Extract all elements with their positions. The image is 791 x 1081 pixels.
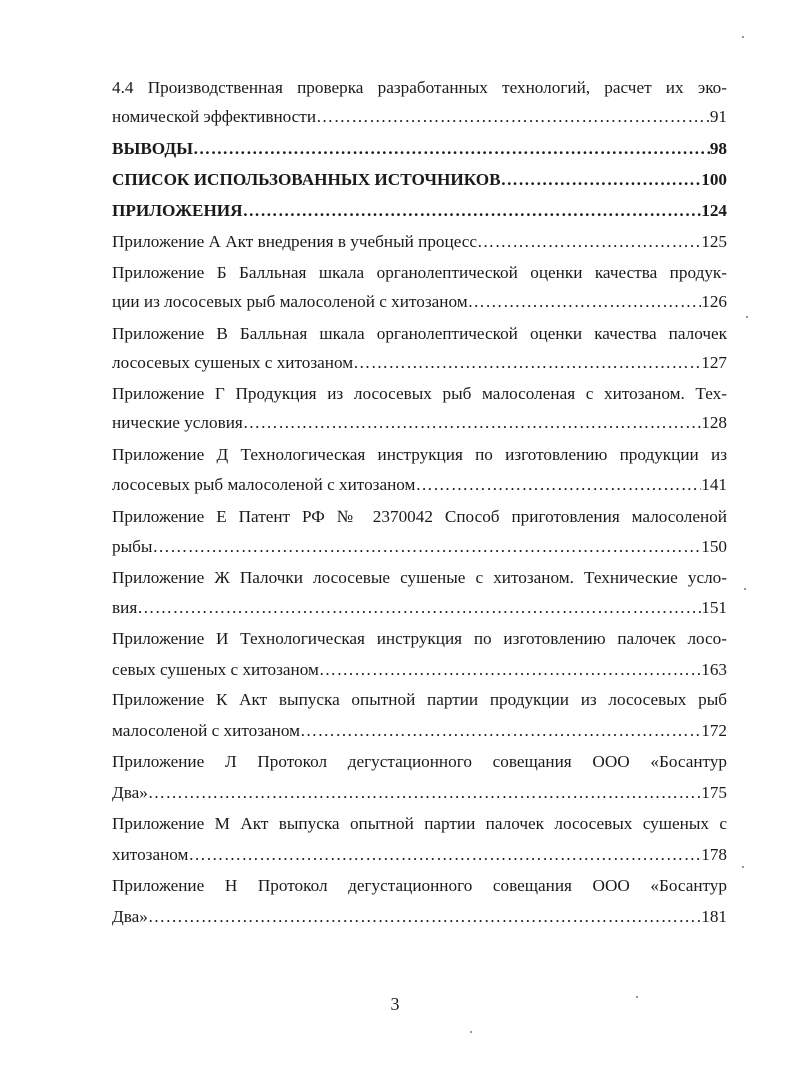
- toc-entry-text: вия: [112, 598, 138, 617]
- toc-entry-appendix-e-line1: Приложение Е Патент РФ № 2370042 Способ приготовления малосоленой: [112, 507, 727, 526]
- toc-page-number: 127: [701, 353, 727, 372]
- dot-leader: [319, 658, 701, 682]
- scan-speck: [746, 316, 748, 318]
- toc-page-number: 91: [709, 107, 727, 126]
- scan-speck: [470, 1031, 472, 1033]
- toc-page-number: 141: [701, 475, 727, 494]
- dot-leader: [193, 137, 710, 161]
- dot-leader: [148, 905, 701, 929]
- toc-entry-appendix-k-line1: Приложение К Акт выпуска опытной партии продукции из лососевых рыб: [112, 690, 727, 709]
- dot-leader: [300, 719, 701, 743]
- toc-page-number: 100: [701, 170, 727, 189]
- toc-entry-appendix-m: [112, 843, 727, 867]
- toc-entry-prilozheniya: [112, 199, 727, 223]
- dot-leader: [152, 535, 701, 559]
- toc-entry-text: Приложение А Акт внедрения в учебный процесс: [112, 232, 478, 251]
- dot-leader: [468, 290, 702, 314]
- toc-entry-text: севых сушеных с хитозаном: [112, 660, 319, 679]
- scan-speck: [744, 588, 746, 590]
- dot-leader: [188, 843, 701, 867]
- scan-speck: [742, 36, 744, 38]
- toc-page-number: 124: [701, 201, 727, 220]
- toc-heading: ВЫВОДЫ: [112, 139, 194, 158]
- toc-entry-appendix-v: [112, 351, 727, 375]
- toc-entry-text: хитозаном: [112, 845, 189, 864]
- scan-speck: [636, 996, 638, 998]
- toc-entry-text: ции из лососевых рыб малосоленой с хитозаном: [112, 292, 468, 311]
- toc-entry-appendix-b: [112, 290, 727, 314]
- toc-entry-vyvody: [112, 137, 727, 161]
- toc-page-number: 178: [701, 845, 727, 864]
- scan-speck: [742, 866, 744, 868]
- toc-entry-text: нические условия: [112, 413, 243, 432]
- toc-entry-appendix-a: [112, 230, 727, 254]
- toc-page-number: 181: [701, 907, 727, 926]
- toc-entry-text: малосоленой с хитозаном: [112, 721, 300, 740]
- toc-entry-appendix-e: [112, 535, 727, 559]
- dot-leader: [415, 473, 701, 497]
- toc-entry-appendix-g-line1: Приложение Г Продукция из лососевых рыб малосоленая с хитозаном. Тех-: [112, 384, 727, 403]
- toc-entry-appendix-g: [112, 411, 727, 435]
- toc-entry-appendix-d: [112, 473, 727, 497]
- toc-entry-appendix-i: [112, 658, 727, 682]
- dot-leader: [243, 411, 701, 435]
- toc-entry-4-4: [112, 105, 727, 129]
- toc-page-number: 175: [701, 783, 727, 802]
- dot-leader: [316, 105, 710, 129]
- toc-entry-text: лососевых рыб малосоленой с хитозаном: [112, 475, 416, 494]
- toc-entry-appendix-zh: [112, 596, 727, 620]
- toc-page-number: 126: [701, 292, 727, 311]
- toc-page-number: 163: [701, 660, 727, 679]
- dot-leader: [243, 199, 702, 223]
- toc-entry-appendix-b-line1: Приложение Б Балльная шкала органолептической оценки качества продук-: [112, 263, 727, 282]
- toc-entry-appendix-zh-line1: Приложение Ж Палочки лососевые сушеные с хитозаном. Технические усло-: [112, 568, 727, 587]
- dot-leader: [353, 351, 701, 375]
- toc-entry-appendix-m-line1: Приложение М Акт выпуска опытной партии палочек лососевых сушеных с: [112, 814, 727, 833]
- toc-page-number: 150: [701, 537, 727, 556]
- toc-entry-appendix-v-line1: Приложение В Балльная шкала органолептической оценки качества палочек: [112, 324, 727, 343]
- dot-leader: [501, 168, 702, 192]
- toc-entry-appendix-n-line1: Приложение Н Протокол дегустационного совещания ООО «Босантур: [112, 876, 727, 895]
- toc-entry-4-4-line1: 4.4 Производственная проверка разработанных технологий, расчет их эко-: [112, 78, 727, 97]
- dot-leader: [137, 596, 701, 620]
- toc-entry-4-4-line2: номической эффективности: [112, 107, 317, 126]
- toc-entry-appendix-n: [112, 905, 727, 929]
- dot-leader: [148, 781, 701, 805]
- toc-entry-text: рыбы: [112, 537, 153, 556]
- toc-page-number: 125: [701, 232, 727, 251]
- toc-entry-appendix-k: [112, 719, 727, 743]
- toc-page-number: 172: [701, 721, 727, 740]
- dot-leader: [477, 230, 701, 254]
- toc-page-number: 98: [709, 139, 727, 158]
- toc-entry-appendix-d-line1: Приложение Д Технологическая инструкция по изготовлению продукции из: [112, 445, 727, 464]
- toc-entry-appendix-l: [112, 781, 727, 805]
- toc-entry-appendix-l-line1: Приложение Л Протокол дегустационного совещания ООО «Босантур: [112, 752, 727, 771]
- toc-page-number: 151: [701, 598, 727, 617]
- toc-entry-text: Два»: [112, 783, 148, 802]
- toc-entry-appendix-i-line1: Приложение И Технологическая инструкция по изготовлению палочек лосо-: [112, 629, 727, 648]
- toc-heading: ПРИЛОЖЕНИЯ: [112, 201, 243, 220]
- toc-entry-text: Два»: [112, 907, 148, 926]
- toc-entry-spisok: [112, 168, 727, 192]
- page-number: 3: [390, 994, 400, 1014]
- toc-page-number: 128: [701, 413, 727, 432]
- toc-heading: СПИСОК ИСПОЛЬЗОВАННЫХ ИСТОЧНИКОВ: [112, 170, 501, 189]
- toc-entry-text: лососевых сушеных с хитозаном: [112, 353, 354, 372]
